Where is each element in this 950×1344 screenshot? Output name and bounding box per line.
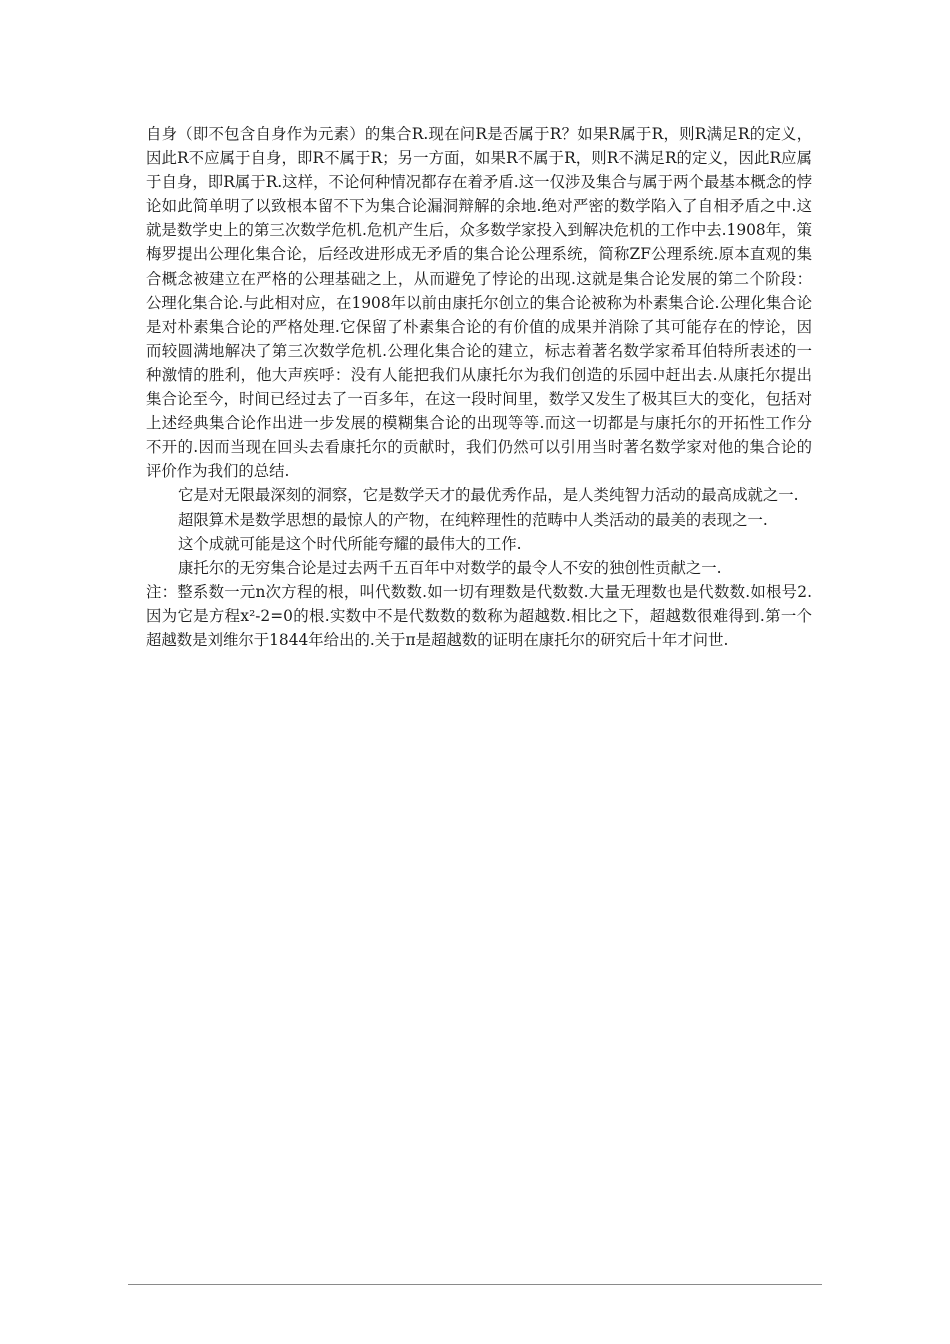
paragraph-main: 自身（即不包含自身作为元素）的集合R.现在问R是否属于R？如果R属于R，则R满足R的定义，因此R不应属于自身，即R不属于R；另一方面，如果R不属于R，则R不满足R的定义，因此R应属于自身，即R属于R.这样，不论何种情况都存在着矛盾.这一仅涉及集合与属于两个最基本概念的悖论如此简单明了以致根本留不下为集合论漏洞辩解的余地.绝对严密的数学陷入了自相矛盾之中.这就是数学史上的第三次数学危机.危机产生后，众多数学家投入到解决危机的工作中去.1908年，策梅罗提出公理化集合论，后经改进形成无矛盾的集合论公理系统，简称ZF公理系统.原本直观的集合概念被建立在严格的公理基础之上，从而避免了悖论的出现.这就是集合论发展的第二个阶段：公理化集合论.与此相对应，在1908年以前由康托尔创立的集合论被称为朴素集合论.公理化集合论是对朴素集合论的严格处理.它保留了朴素集合论的有价值的成果并消除了其可能存在的悖论，因而较圆满地解决了第三次数学危机.公理化集合论的建立，标志着著名数学家希耳伯特所表述的一种激情的胜利，他大声疾呼：没有人能把我们从康托尔为我们创造的乐园中赶出去.从康托尔提出集合论至今，时间已经过去了一百多年，在这一段时间里，数学又发生了极其巨大的变化，包括对上述经典集合论作出进一步发展的模糊集合论的出现等等.而这一切都是与康托尔的开拓性工作分不开的.因而当现在回头去看康托尔的贡献时，我们仍然可以引用当时著名数学家对他的集合论的评价作为我们的总结. [146,125,812,481]
paragraph-quote-4: 康托尔的无穷集合论是过去两千五百年中对数学的最令人不安的独创性贡献之一. [178,558,722,577]
paragraph-quote-2: 超限算术是数学思想的最惊人的产物，在纯粹理性的范畴中人类活动的最美的表现之一. [178,510,768,529]
footer-divider [128,1284,822,1285]
paragraph-quote-3: 这个成就可能是这个时代所能夸耀的最伟大的工作. [178,534,522,553]
paragraph-note: 注：整系数一元n次方程的根，叫代数数.如一切有理数是代数数.大量无理数也是代数数.如根号2.因为它是方程x²-2=0的根.实数中不是代数数的数称为超越数.相比之下，超越数很难得到.第一个超越数是刘维尔于1844年给出的.关于π是超越数的证明在康托尔的研究后十年才问世. [146,582,812,649]
document-body [146,122,812,652]
paragraph-quote-1: 它是对无限最深刻的洞察，它是数学天才的最优秀作品，是人类纯智力活动的最高成就之一. [178,486,799,505]
